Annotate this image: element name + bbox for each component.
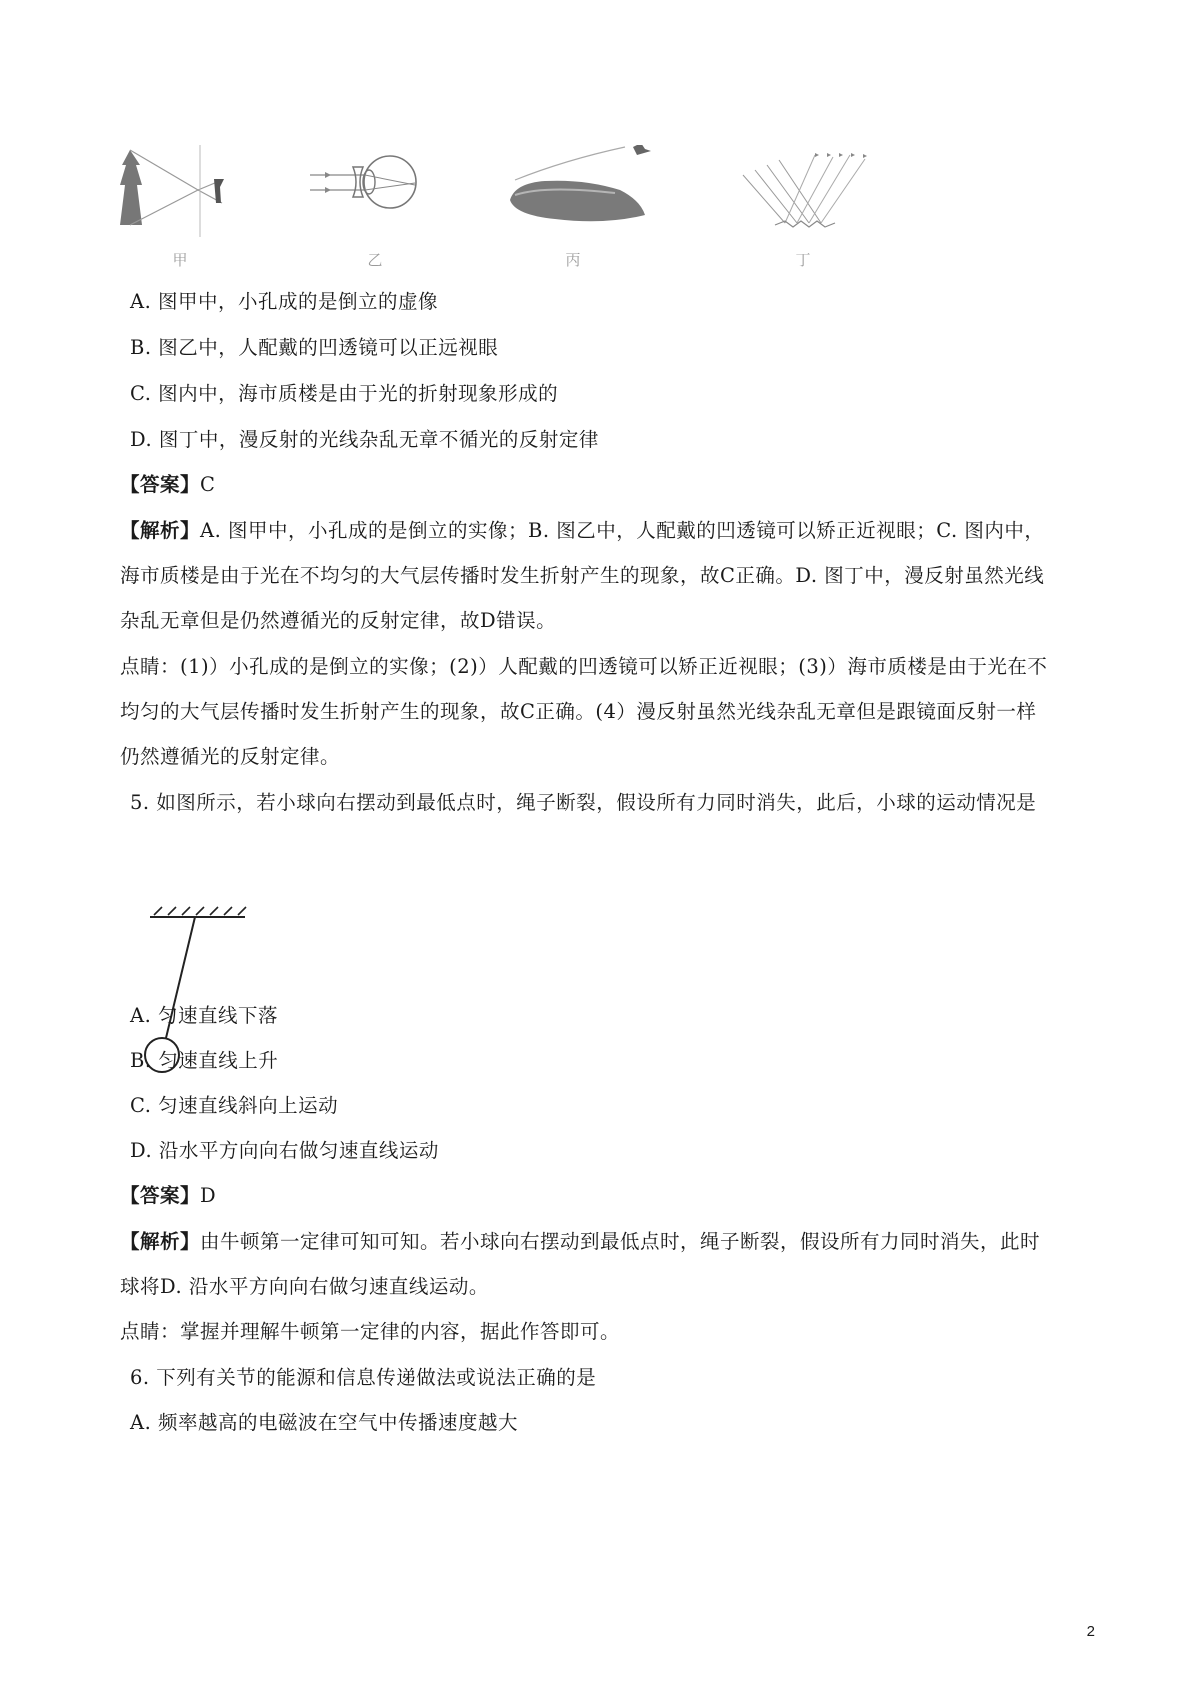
figure-jia (120, 145, 240, 270)
q4-analysis-line-2: 海市质楼是由于光在不均匀的大气层传播时发生折射产生的现象，故C正确。D. 图丁中，漫反射虽然光线 (120, 564, 1045, 587)
diffuse-reflection-diagram-icon (735, 145, 875, 245)
q5-option-b: B. 匀速直线上升 (130, 1049, 279, 1072)
q5-analysis-line-2: 球将D. 沿水平方向向右做匀速直线运动。 (120, 1275, 489, 1298)
q4-comment-line-1: 点睛：(1)）小孔成的是倒立的实像；(2)）人配戴的凹透镜可以矫正近视眼；(3)）海市质楼是由于光在不 (120, 655, 1048, 678)
q4-analysis-line-3: 杂乱无章但是仍然遵循光的反射定律，故D错误。 (120, 609, 557, 632)
figure-bing (505, 145, 665, 270)
q4-answer-tag: 【答案】 (120, 473, 201, 496)
mirage-diagram-icon (505, 145, 665, 245)
optics-figures (120, 145, 1000, 270)
q4-analysis-line-1 (120, 517, 1044, 545)
figure-label-yi: 乙 (367, 251, 383, 269)
q4-option-c: C. 图内中，海市质楼是由于光的折射现象形成的 (130, 382, 559, 405)
q5-comment: 点睛：掌握并理解牛顿第一定律的内容，据此作答即可。 (120, 1320, 621, 1343)
q5-option-a: A. 匀速直线下落 (130, 1004, 278, 1027)
q4-answer (120, 471, 215, 499)
q5-analysis-text-1: 由牛顿第一定律可知可知。若小球向右摆动到最低点时，绳子断裂，假设所有力同时消失，此时 (200, 1230, 1041, 1253)
q5-answer (120, 1182, 216, 1210)
page-number: 2 (1086, 1623, 1095, 1640)
q4-option-a: A. 图甲中，小孔成的是倒立的虚像 (130, 290, 438, 313)
q5-option-c: C. 匀速直线斜向上运动 (130, 1094, 339, 1117)
q4-option-d: D. 图丁中，漫反射的光线杂乱无章不循光的反射定律 (130, 428, 599, 451)
q4-comment-line-2: 均匀的大气层传播时发生折射产生的现象，故C正确。(4）漫反射虽然光线杂乱无章但是跟镜面反射一样 (120, 700, 1037, 723)
q5-answer-tag: 【答案】 (120, 1184, 201, 1207)
figure-ding (735, 145, 875, 270)
q6-option-a: A. 频率越高的电磁波在空气中传播速度越大 (130, 1411, 518, 1434)
q4-analysis-tag: 【解析】 (120, 519, 201, 542)
q4-analysis-text-1: A. 图甲中，小孔成的是倒立的实像；B. 图乙中，人配戴的凹透镜可以矫正近视眼；C. 图内中， (200, 519, 1045, 542)
q4-option-b: B. 图乙中，人配戴的凹透镜可以正远视眼 (130, 336, 499, 359)
pinhole-diagram-icon (120, 145, 240, 245)
figure-label-ding: 丁 (795, 251, 811, 269)
figure-label-bing: 丙 (565, 251, 581, 269)
q5-answer-value: D (200, 1184, 217, 1207)
q5-analysis-tag: 【解析】 (120, 1230, 201, 1253)
eye-lens-diagram-icon (305, 145, 445, 245)
q5-option-d: D. 沿水平方向向右做匀速直线运动 (130, 1139, 439, 1162)
q4-comment-line-3: 仍然遵循光的反射定律。 (120, 745, 341, 768)
figure-yi (305, 145, 445, 270)
q6-question: 6. 下列有关节的能源和信息传递做法或说法正确的是 (130, 1366, 597, 1389)
q5-question: 5. 如图所示，若小球向右摆动到最低点时，绳子断裂，假设所有力同时消失，此后，小球的运动情况是 (130, 791, 1037, 814)
q4-answer-value: C (200, 473, 216, 496)
figure-label-jia: 甲 (172, 251, 188, 269)
q5-analysis-line-1 (120, 1228, 1040, 1256)
